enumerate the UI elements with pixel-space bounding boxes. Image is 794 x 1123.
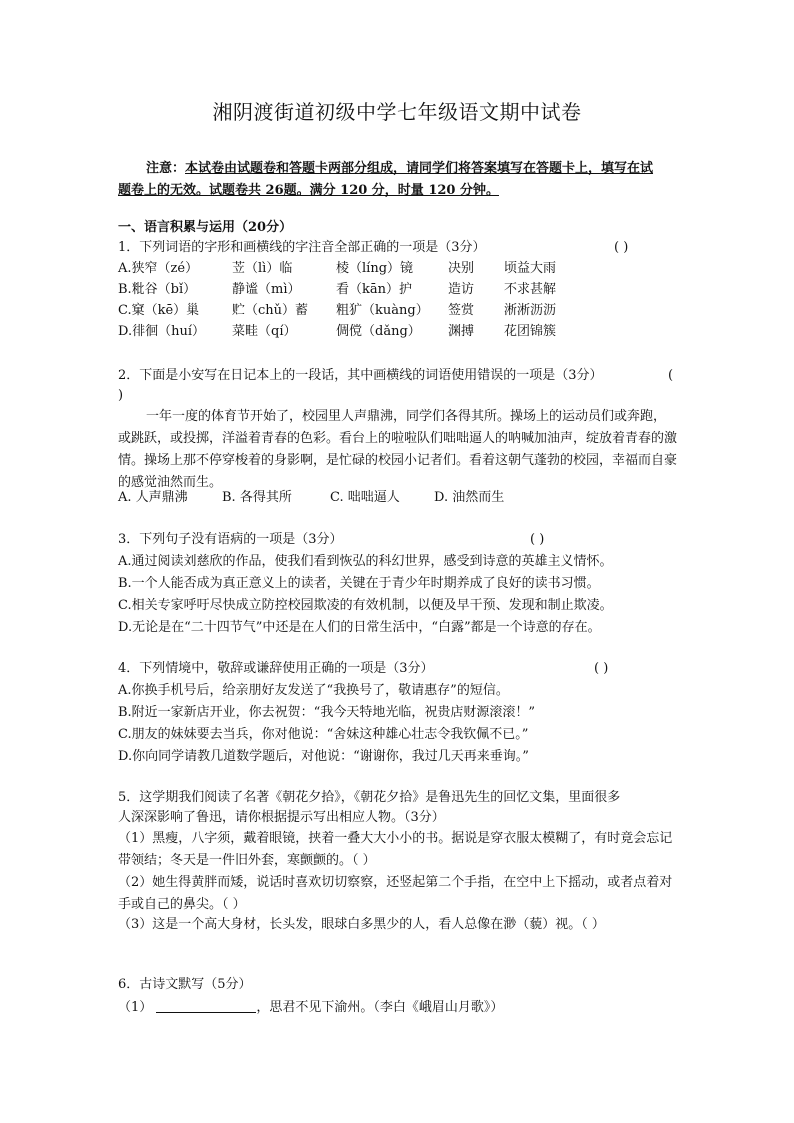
q1-d-4: 渊搏 (448, 324, 475, 339)
q5-item-1: （1）黑瘦，八字须，戴着眼镜，挟着一叠大大小小的书。据说是穿衣服太模糊了，有时竟会忘记带领结；冬天是一件旧外套，寒颤颤的。（ ） (118, 831, 673, 868)
q2-passage-text: 一年一度的体育节开始了，校园里人声鼎沸，同学们各得其所。操场上的运动员们或奔跑，或跳跃，或投掷，洋溢着青春的色彩。看台上的啦啦队们咄咄逼人的呐喊加油声，绽放着青春的激情。操场上那不停穿梭着的身影啊，是忙碌的校园小记者们。看着这朝气蓬勃的校园，幸福而自豪的感觉油然而生。 (118, 409, 678, 490)
q2-paren-close: ) (118, 388, 124, 403)
q2-option-b: B. 各得其所 (222, 490, 292, 505)
q1-answer-paren: ( ) (614, 240, 629, 255)
q3-option-b: B.一个人能否成为真正意义上的读者，关键在于青少年时期养成了良好的读书习惯。 (118, 576, 600, 591)
q4-option-b: B.附近一家新店开业，你去祝贺：“我今天特地光临，祝贵店财源滚滚！” (118, 705, 535, 720)
q6-item-1 (118, 998, 503, 1018)
q1-b-5: 不求甚解 (504, 282, 557, 297)
q6-item-1-number: （1） (118, 1000, 153, 1015)
q5-stem-1: 5．这学期我们阅读了名著《朝花夕拾》，《朝花夕拾》是鲁迅先生的回忆文集，里面很多 (118, 790, 621, 805)
q1-c-3: 粗犷（kuàng） (336, 303, 429, 318)
q4-stem: 4．下列情境中，敬辞或谦辞使用正确的一项是（3分） (118, 661, 434, 676)
q6-stem: 6．古诗文默写（5分） (118, 977, 252, 992)
q1-d-1: D.徘徊（huí） (118, 324, 205, 339)
q1-d-3: 倜傥（dǎng） (336, 324, 421, 339)
q1-c-1: C.窠（kē）巢 (118, 303, 200, 318)
q1-d-2: 菜畦（qí） (232, 324, 297, 339)
q3-option-d: D.无论是在“二十四节气”中还是在人们的日常生活中，“白露”都是一个诗意的存在。 (118, 620, 601, 635)
q1-d-5: 花团锦簇 (504, 324, 557, 339)
q1-a-5: 顷益大雨 (504, 261, 557, 276)
q3-option-c: C.相关专家呼吁尽快成立防控校园欺凌的有效机制，以便及早干预、发现和制止欺凌。 (118, 598, 613, 613)
notice-text-2: 题卷上的无效。试题卷共 26题。满分 120 分，时量 120 分钟。 (118, 183, 499, 198)
q1-b-3: 看（kān）护 (336, 282, 413, 297)
q3-stem: 3．下列句子没有语病的一项是（3分） (118, 532, 343, 547)
q1-b-4: 造访 (448, 282, 475, 297)
q3-option-a: A.通过阅读刘慈欣的作品，使我们看到恢弘的科幻世界，感受到诗意的英雄主义情怀。 (118, 554, 613, 569)
q1-a-1: A.狭窄（zé） (118, 261, 199, 276)
q1-a-3: 棱（líng）镜 (336, 261, 414, 276)
q5-item-2: （2）她生得黄胖而矮，说话时喜欢切切察察，还竖起第二个手指，在空中上下摇动，或者点着对手或自己的鼻尖。（ ） (118, 875, 673, 912)
q1-c-4: 签赏 (448, 303, 475, 318)
q3-answer-paren: ( ) (530, 532, 545, 547)
q5-stem-2: 人深深影响了鲁迅，请你根据提示写出相应人物。（3分） (118, 810, 445, 825)
q1-a-4: 决别 (448, 261, 475, 276)
q1-c-2: 贮（chǔ）蓄 (232, 303, 309, 318)
q2-option-a: A. 人声鼎沸 (118, 490, 188, 505)
q1-b-1: B.粃谷（bǐ） (118, 282, 197, 297)
notice-block (118, 158, 678, 202)
q6-item-1-text: ，思君不见下渝州。（李白《峨眉山月歌》） (256, 1000, 504, 1015)
q4-option-c: C.朋友的妹妹要去当兵，你对他说：“舍妹这种雄心壮志令我钦佩不已。” (118, 727, 529, 742)
q1-a-2: 苙（lì）临 (232, 261, 293, 276)
notice-label: 注意： (146, 161, 186, 176)
q1-c-5: 淅淅沥沥 (504, 303, 557, 318)
q4-option-d: D.你向同学请教几道数学题后，对他说：“谢谢你，我过几天再来垂询。” (118, 749, 529, 764)
q2-stem: 2．下面是小安写在日记本上的一段话，其中画横线的词语使用错误的一项是（3分） (118, 368, 603, 383)
q5-item-3: （3）这是一个高大身材，长头发，眼球白多黑少的人，看人总像在渺（藐）视。（ ） (118, 917, 605, 932)
q2-option-d: D. 油然而生 (434, 490, 505, 505)
q2-option-c: C. 咄咄逼人 (330, 490, 400, 505)
section-heading: 一、语言积累与运用（20分） (118, 220, 293, 235)
page-title: 湘阴渡街道初级中学七年级语文期中试卷 (212, 100, 582, 124)
q6-item-1-answer-blank[interactable] (156, 998, 256, 1013)
q4-answer-paren: ( ) (594, 661, 609, 676)
q4-option-a: A.你换手机号后，给亲朋好友发送了“我换号了，敬请惠存”的短信。 (118, 683, 509, 698)
q1-b-2: 静谧（mì） (232, 282, 301, 297)
q1-stem: 1．下列词语的字形和画横线的字注音全部正确的一项是（3分） (118, 240, 486, 255)
q2-passage (118, 406, 678, 494)
q2-paren-open: ( (668, 368, 674, 383)
notice-text-1: 本试卷由试题卷和答题卡两部分组成，请同学们将答案填写在答题卡上，填写在试 (185, 161, 654, 176)
notice-line-1 (118, 158, 678, 180)
